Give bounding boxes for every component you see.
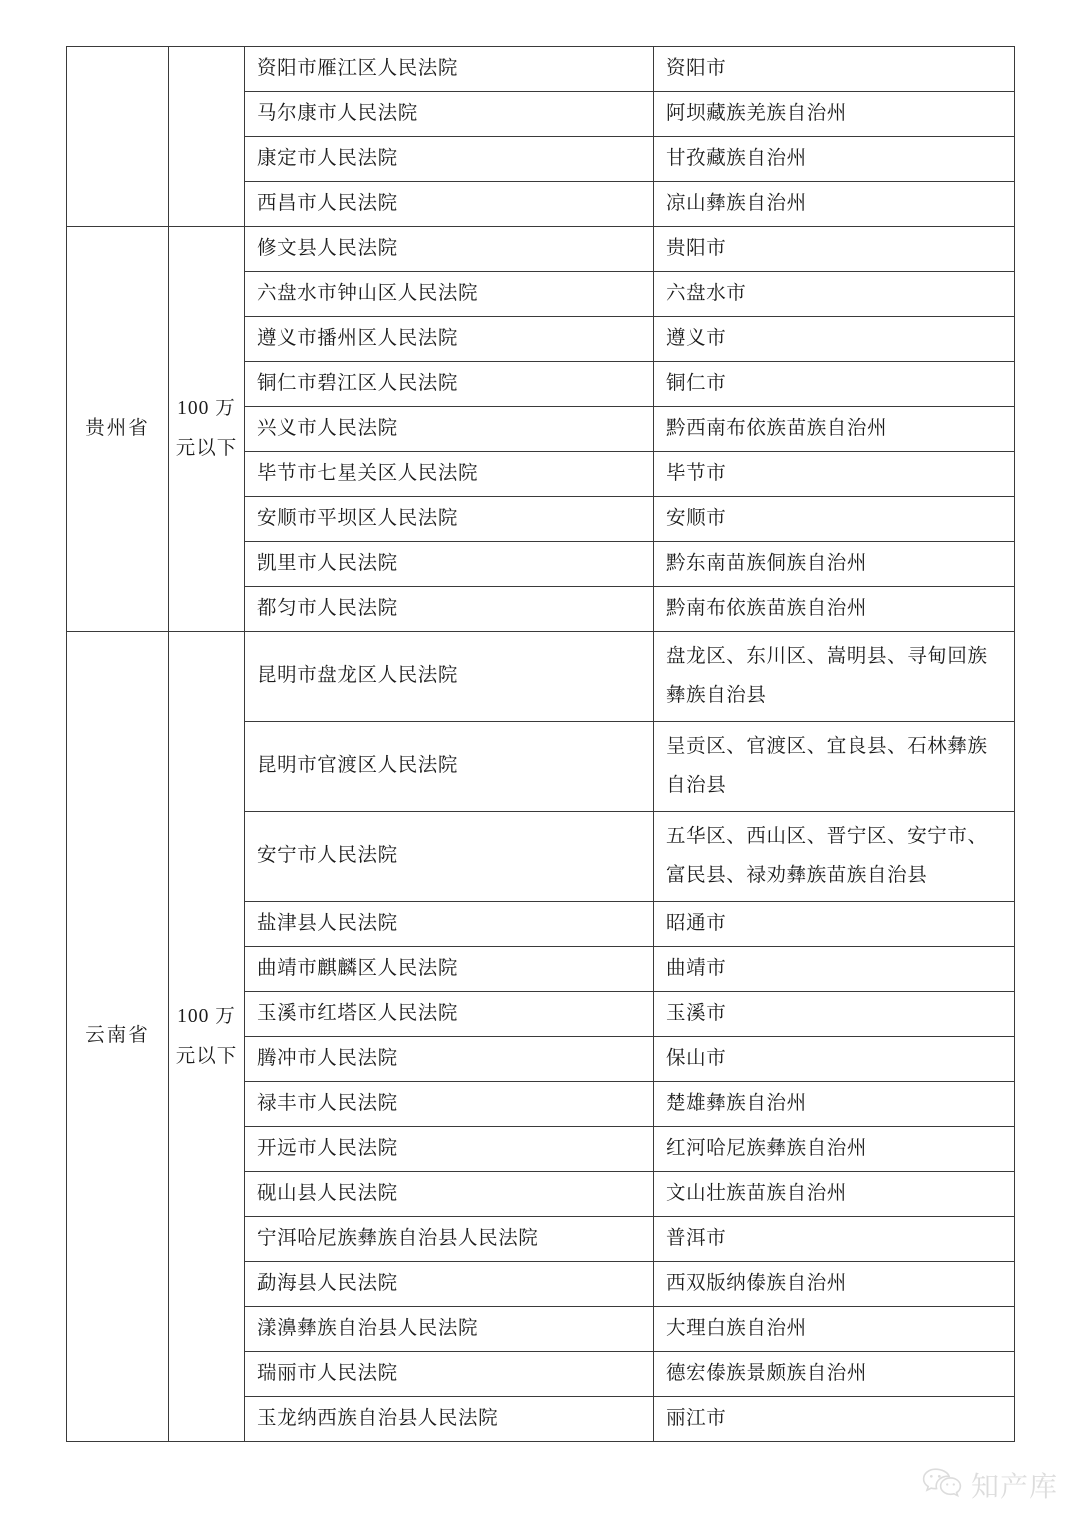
jurisdiction-region-cell: 红河哈尼族彝族自治州 xyxy=(654,1127,1015,1172)
jurisdiction-region-cell: 盘龙区、东川区、嵩明县、寻甸回族彝族自治县 xyxy=(654,632,1015,722)
court-name-cell: 开远市人民法院 xyxy=(245,1127,654,1172)
amount-threshold-cell xyxy=(169,632,245,1442)
jurisdiction-region-cell: 大理白族自治州 xyxy=(654,1307,1015,1352)
court-name-cell: 曲靖市麒麟区人民法院 xyxy=(245,947,654,992)
jurisdiction-region-cell: 黔西南布依族苗族自治州 xyxy=(654,407,1015,452)
jurisdiction-region-cell: 西双版纳傣族自治州 xyxy=(654,1262,1015,1307)
court-name-cell: 毕节市七星关区人民法院 xyxy=(245,452,654,497)
jurisdiction-region-cell: 保山市 xyxy=(654,1037,1015,1082)
court-name-cell: 西昌市人民法院 xyxy=(245,182,654,227)
jurisdiction-region-cell: 丽江市 xyxy=(654,1397,1015,1442)
court-name-cell: 遵义市播州区人民法院 xyxy=(245,317,654,362)
province-cell: 贵州省 xyxy=(67,227,169,632)
jurisdiction-region-cell: 昭通市 xyxy=(654,902,1015,947)
court-name-cell: 砚山县人民法院 xyxy=(245,1172,654,1217)
jurisdiction-region-cell: 六盘水市 xyxy=(654,272,1015,317)
jurisdiction-region-cell: 贵阳市 xyxy=(654,227,1015,272)
watermark-label: 知产库 xyxy=(970,1471,1058,1502)
court-name-cell: 都匀市人民法院 xyxy=(245,587,654,632)
jurisdiction-region-cell: 毕节市 xyxy=(654,452,1015,497)
court-name-cell: 昆明市盘龙区人民法院 xyxy=(245,632,654,722)
court-name-cell: 禄丰市人民法院 xyxy=(245,1082,654,1127)
court-name-cell: 玉龙纳西族自治县人民法院 xyxy=(245,1397,654,1442)
jurisdiction-region-cell: 呈贡区、官渡区、宜良县、石林彝族自治县 xyxy=(654,722,1015,812)
amount-line: 元以下 xyxy=(175,1045,238,1067)
amount-threshold-cell xyxy=(169,47,245,227)
court-name-cell: 漾濞彝族自治县人民法院 xyxy=(245,1307,654,1352)
jurisdiction-region-cell: 安顺市 xyxy=(654,497,1015,542)
court-name-cell: 瑞丽市人民法院 xyxy=(245,1352,654,1397)
amount-threshold-cell xyxy=(169,227,245,632)
court-name-cell: 兴义市人民法院 xyxy=(245,407,654,452)
table-body xyxy=(67,47,1015,1442)
court-name-cell: 腾冲市人民法院 xyxy=(245,1037,654,1082)
amount-line: 元以下 xyxy=(175,438,238,459)
jurisdiction-region-cell: 铜仁市 xyxy=(654,362,1015,407)
province-cell xyxy=(67,47,169,227)
province-cell: 云南省 xyxy=(67,632,169,1442)
court-name-cell: 凯里市人民法院 xyxy=(245,542,654,587)
jurisdiction-region-cell: 楚雄彝族自治州 xyxy=(654,1082,1015,1127)
court-name-cell: 昆明市官渡区人民法院 xyxy=(245,722,654,812)
jurisdiction-region-cell: 甘孜藏族自治州 xyxy=(654,137,1015,182)
wechat-icon xyxy=(922,1467,962,1504)
court-name-cell: 康定市人民法院 xyxy=(245,137,654,182)
jurisdiction-region-cell: 资阳市 xyxy=(654,47,1015,92)
court-name-cell: 资阳市雁江区人民法院 xyxy=(245,47,654,92)
court-name-cell: 修文县人民法院 xyxy=(245,227,654,272)
jurisdiction-region-cell: 玉溪市 xyxy=(654,992,1015,1037)
jurisdiction-region-cell: 曲靖市 xyxy=(654,947,1015,992)
court-name-cell: 盐津县人民法院 xyxy=(245,902,654,947)
table-row xyxy=(67,632,1015,722)
jurisdiction-region-cell: 文山壮族苗族自治州 xyxy=(654,1172,1015,1217)
court-name-cell: 安顺市平坝区人民法院 xyxy=(245,497,654,542)
table-row xyxy=(67,227,1015,272)
jurisdiction-region-cell: 五华区、西山区、晋宁区、安宁市、富民县、禄劝彝族苗族自治县 xyxy=(654,812,1015,902)
court-name-cell: 勐海县人民法院 xyxy=(245,1262,654,1307)
jurisdiction-region-cell: 阿坝藏族羌族自治州 xyxy=(654,92,1015,137)
jurisdiction-region-cell: 德宏傣族景颇族自治州 xyxy=(654,1352,1015,1397)
court-jurisdiction-table xyxy=(66,46,1015,1442)
amount-line: 100 万 xyxy=(177,398,236,420)
jurisdiction-region-cell: 普洱市 xyxy=(654,1217,1015,1262)
jurisdiction-region-cell: 凉山彝族自治州 xyxy=(654,182,1015,227)
court-name-cell: 马尔康市人民法院 xyxy=(245,92,654,137)
amount-line: 100 万 xyxy=(177,1005,236,1027)
court-name-cell: 玉溪市红塔区人民法院 xyxy=(245,992,654,1037)
watermark xyxy=(922,1465,1058,1505)
jurisdiction-region-cell: 黔东南苗族侗族自治州 xyxy=(654,542,1015,587)
court-name-cell: 安宁市人民法院 xyxy=(245,812,654,902)
court-name-cell: 六盘水市钟山区人民法院 xyxy=(245,272,654,317)
court-name-cell: 宁洱哈尼族彝族自治县人民法院 xyxy=(245,1217,654,1262)
jurisdiction-region-cell: 黔南布依族苗族自治州 xyxy=(654,587,1015,632)
jurisdiction-region-cell: 遵义市 xyxy=(654,317,1015,362)
table-row xyxy=(67,47,1015,92)
court-name-cell: 铜仁市碧江区人民法院 xyxy=(245,362,654,407)
